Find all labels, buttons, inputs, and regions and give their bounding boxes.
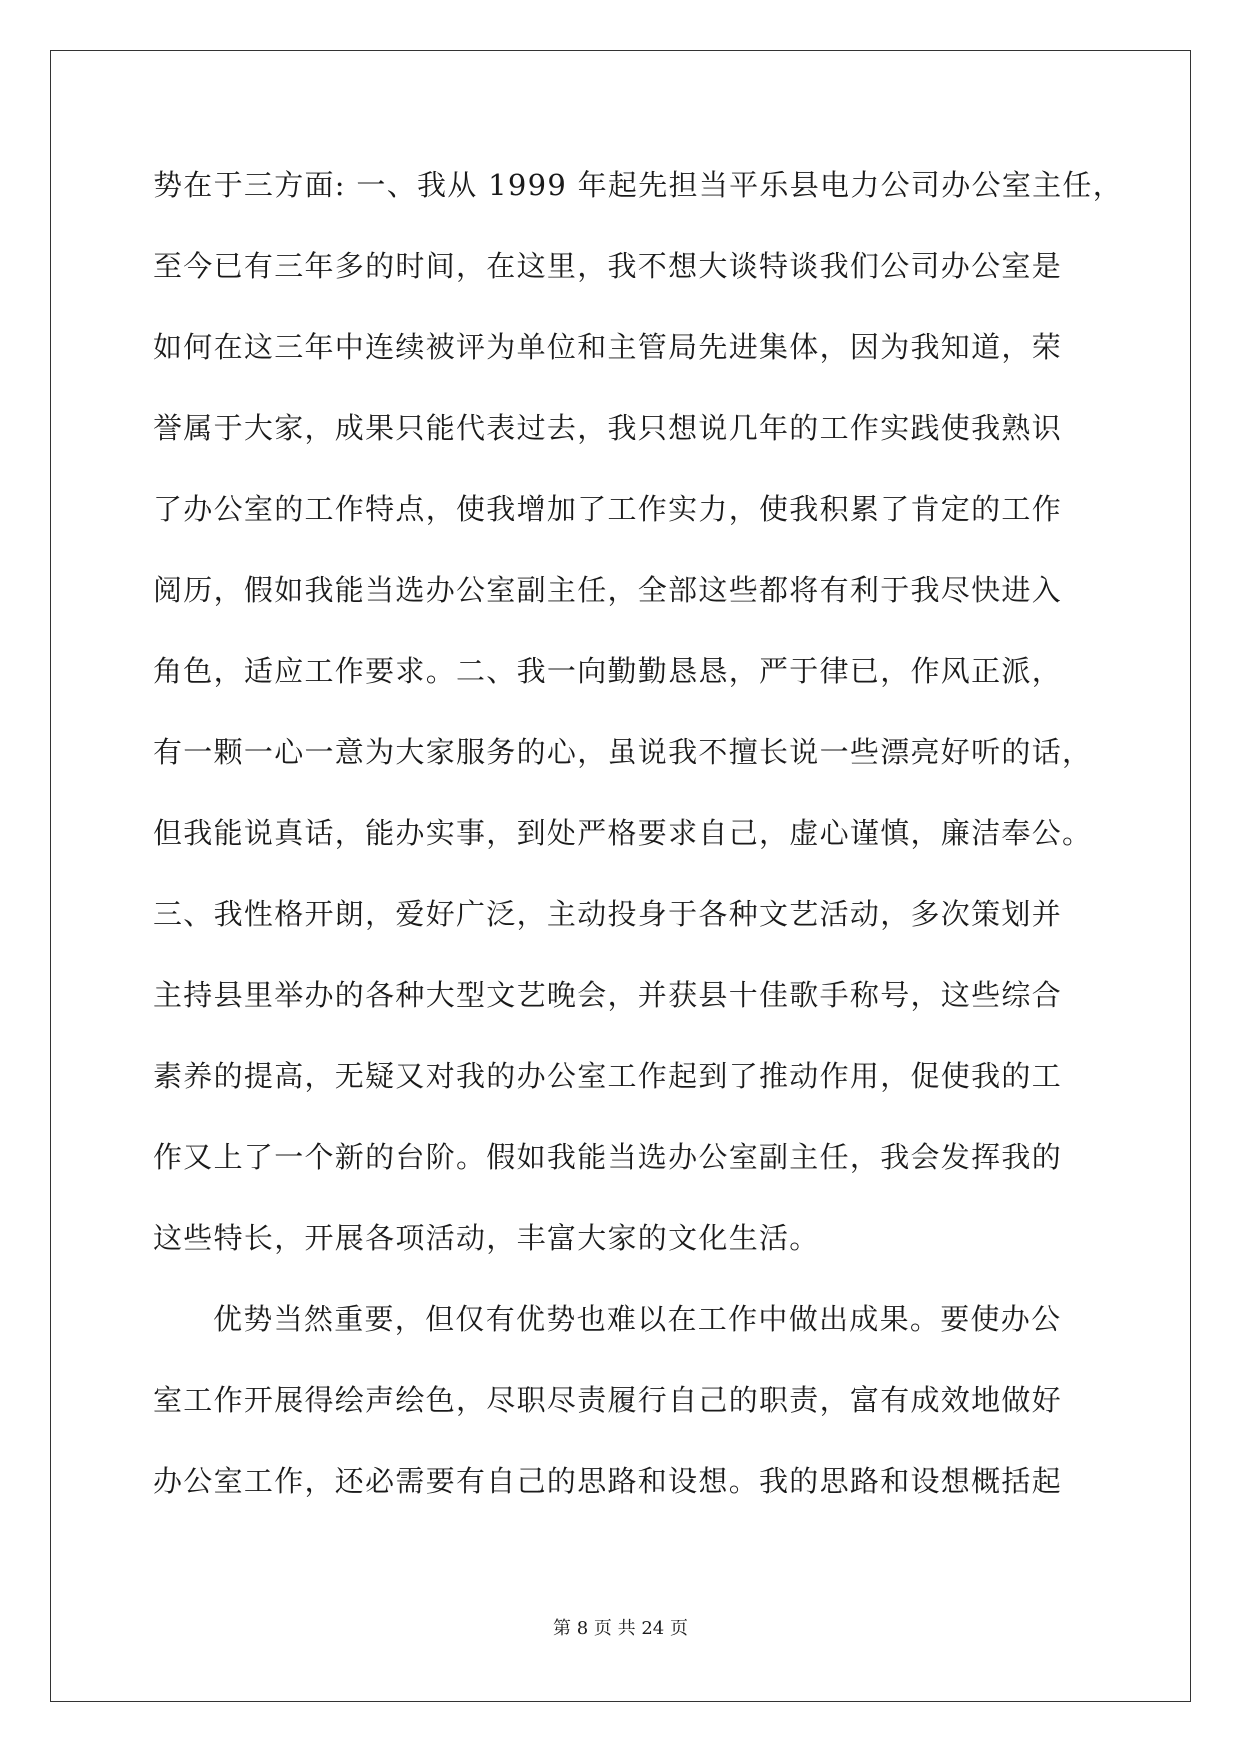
- text-line: 这些特长，开展各项活动，丰富大家的文化生活。: [153, 1221, 820, 1255]
- text-line: 誉属于大家，成果只能代表过去，我只想说几年的工作实践使我熟识: [153, 411, 1063, 445]
- text-line: 作又上了一个新的台阶。假如我能当选办公室副主任，我会发挥我的: [153, 1140, 1063, 1174]
- text-line: 势在于三方面: 一、我从 1999 年起先担当平乐县电力公司办公室主任，: [153, 168, 1124, 202]
- page-number-footer: 第 8 页 共 24 页: [553, 1618, 688, 1639]
- text-line: 室工作开展得绘声绘色，尽职尽责履行自己的职责，富有成效地做好: [153, 1383, 1063, 1417]
- text-line: 有一颗一心一意为大家服务的心，虽说我不擅长说一些漂亮好听的话，: [153, 735, 1093, 769]
- text-line: 了办公室的工作特点，使我增加了工作实力，使我积累了肯定的工作: [153, 492, 1063, 526]
- text-line: 但我能说真话，能办实事，到处严格要求自己，虚心谨慎，廉洁奉公。: [153, 816, 1093, 850]
- document-body: [153, 163, 1124, 1540]
- text-line: 办公室工作，还必需要有自己的思路和设想。我的思路和设想概括起: [153, 1464, 1063, 1498]
- paragraph-first-line: 优势当然重要，但仅有优势也难以在工作中做出成果。要使办公: [213, 1302, 1062, 1336]
- text-line: 三、我性格开朗，爱好广泛，主动投身于各种文艺活动，多次策划并: [153, 897, 1063, 931]
- text-line: 角色，适应工作要求。二、我一向勤勤恳恳，严于律已，作风正派，: [153, 654, 1063, 688]
- text-line: 素养的提高，无疑又对我的办公室工作起到了推动作用，促使我的工: [153, 1059, 1063, 1093]
- text-line: 主持县里举办的各种大型文艺晚会，并获县十佳歌手称号，这些综合: [153, 978, 1063, 1012]
- text-line: 如何在这三年中连续被评为单位和主管局先进集体，因为我知道，荣: [153, 330, 1063, 364]
- text-line: 至今已有三年多的时间，在这里，我不想大谈特谈我们公司办公室是: [153, 249, 1063, 283]
- text-line: 阅历，假如我能当选办公室副主任，全部这些都将有利于我尽快进入: [153, 573, 1063, 607]
